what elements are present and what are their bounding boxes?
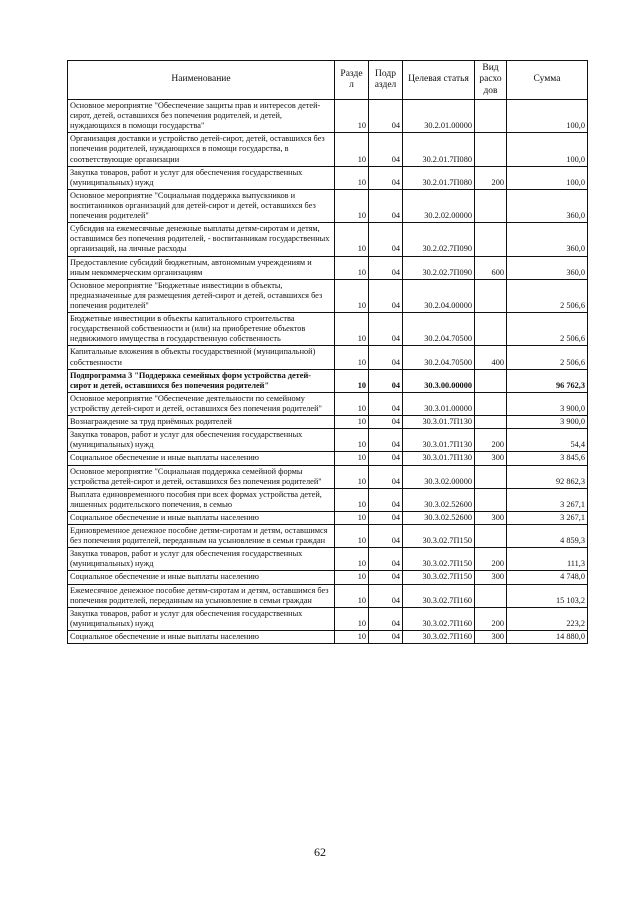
- row-target-cell: 30.3.02.52600: [403, 488, 475, 511]
- row-kind-cell: [475, 416, 507, 429]
- row-razdel-cell: 10: [335, 279, 369, 312]
- header-target: Целевая статья: [403, 61, 475, 100]
- row-razdel-cell: 10: [335, 416, 369, 429]
- row-kind-cell: [475, 313, 507, 346]
- row-kind-cell: 400: [475, 346, 507, 369]
- row-sum-cell: 3 845,6: [507, 452, 588, 465]
- row-sum-cell: 2 506,6: [507, 313, 588, 346]
- row-kind-cell: [475, 189, 507, 222]
- row-razdel-cell: 10: [335, 607, 369, 630]
- row-podrazdel-cell: 04: [369, 256, 403, 279]
- document-page: [67, 60, 587, 644]
- row-name-cell: Организация доставки и устройство детей-сирот, детей, оставшихся без попечения родителей, нуждающихся в помощи государства, в соответствующие организации: [68, 133, 335, 166]
- row-razdel-cell: 10: [335, 256, 369, 279]
- row-podrazdel-cell: 04: [369, 525, 403, 548]
- row-podrazdel-cell: 04: [369, 465, 403, 488]
- table-row: [68, 607, 588, 630]
- row-podrazdel-cell: 04: [369, 392, 403, 415]
- row-target-cell: 30.3.01.7П130: [403, 429, 475, 452]
- row-sum-cell: 3 900,0: [507, 392, 588, 415]
- row-name-cell: Основное мероприятие "Обеспечение защиты прав и интересов детей-сирот, детей, оставшихся без попечения родителей, и детей, нуждающихся в помощи государства": [68, 100, 335, 133]
- row-target-cell: 30.3.01.7П130: [403, 416, 475, 429]
- row-target-cell: 30.3.02.7П160: [403, 607, 475, 630]
- row-razdel-cell: 10: [335, 511, 369, 524]
- table-body: [68, 100, 588, 644]
- row-razdel-cell: 10: [335, 392, 369, 415]
- row-sum-cell: 3 900,0: [507, 416, 588, 429]
- row-target-cell: 30.3.02.7П160: [403, 584, 475, 607]
- row-target-cell: 30.2.02.00000: [403, 189, 475, 222]
- row-target-cell: 30.2.02.7П090: [403, 256, 475, 279]
- row-name-cell: Социальное обеспечение и иные выплаты населению: [68, 452, 335, 465]
- row-target-cell: 30.3.01.00000: [403, 392, 475, 415]
- row-sum-cell: 96 762,3: [507, 369, 588, 392]
- row-razdel-cell: 10: [335, 313, 369, 346]
- row-podrazdel-cell: 04: [369, 313, 403, 346]
- row-sum-cell: 14 880,0: [507, 631, 588, 644]
- row-kind-cell: [475, 488, 507, 511]
- row-razdel-cell: 10: [335, 346, 369, 369]
- row-razdel-cell: 10: [335, 369, 369, 392]
- table-row: [68, 488, 588, 511]
- header-razdel: Разде л: [335, 61, 369, 100]
- row-podrazdel-cell: 04: [369, 511, 403, 524]
- row-name-cell: Основное мероприятие "Обеспечение деятельности по семейному устройству детей-сирот и детей, оставшихся без попечения родителей": [68, 392, 335, 415]
- row-razdel-cell: 10: [335, 548, 369, 571]
- table-row: [68, 100, 588, 133]
- row-razdel-cell: 10: [335, 465, 369, 488]
- row-kind-cell: [475, 584, 507, 607]
- row-target-cell: 30.3.02.7П160: [403, 631, 475, 644]
- row-podrazdel-cell: 04: [369, 223, 403, 256]
- table-row: [68, 548, 588, 571]
- table-row: [68, 429, 588, 452]
- row-name-cell: Социальное обеспечение и иные выплаты населению: [68, 631, 335, 644]
- row-razdel-cell: 10: [335, 133, 369, 166]
- row-podrazdel-cell: 04: [369, 100, 403, 133]
- row-razdel-cell: 10: [335, 488, 369, 511]
- row-sum-cell: 100,0: [507, 100, 588, 133]
- header-podrazdel: Подр аздел: [369, 61, 403, 100]
- row-podrazdel-cell: 04: [369, 416, 403, 429]
- row-razdel-cell: 10: [335, 166, 369, 189]
- row-name-cell: Бюджетные инвестиции в объекты капитального строительства государственной собственности и (или) на приобретение объектов недвижимого имущества в государственную собственность: [68, 313, 335, 346]
- table-header-row: [68, 61, 588, 100]
- row-razdel-cell: 10: [335, 429, 369, 452]
- row-name-cell: Основное мероприятие "Бюджетные инвестиции в объекты, предназначенные для размещения детей-сирот и детей, оставшихся без попечения родителей": [68, 279, 335, 312]
- table-row: [68, 133, 588, 166]
- table-row: [68, 313, 588, 346]
- row-kind-cell: [475, 392, 507, 415]
- row-kind-cell: 300: [475, 511, 507, 524]
- row-sum-cell: 111,3: [507, 548, 588, 571]
- table-row: [68, 584, 588, 607]
- row-kind-cell: 200: [475, 166, 507, 189]
- row-name-cell: Единовременное денежное пособие детям-сиротам и детям, оставшимся без попечения родителей, переданным на усыновление в семьи граждан: [68, 525, 335, 548]
- row-target-cell: 30.2.04.70500: [403, 346, 475, 369]
- row-razdel-cell: 10: [335, 452, 369, 465]
- table-row: [68, 571, 588, 584]
- row-target-cell: 30.3.02.7П150: [403, 571, 475, 584]
- table-row: [68, 166, 588, 189]
- row-target-cell: 30.2.04.70500: [403, 313, 475, 346]
- row-kind-cell: 300: [475, 571, 507, 584]
- row-sum-cell: 360,0: [507, 256, 588, 279]
- row-kind-cell: [475, 100, 507, 133]
- row-sum-cell: 4 859,3: [507, 525, 588, 548]
- table-row: [68, 452, 588, 465]
- row-razdel-cell: 10: [335, 223, 369, 256]
- row-podrazdel-cell: 04: [369, 548, 403, 571]
- table-row: [68, 511, 588, 524]
- row-razdel-cell: 10: [335, 631, 369, 644]
- row-sum-cell: 4 748,0: [507, 571, 588, 584]
- row-podrazdel-cell: 04: [369, 369, 403, 392]
- row-podrazdel-cell: 04: [369, 488, 403, 511]
- row-name-cell: Основное мероприятие "Социальная поддержка выпускников и воспитанников организаций для детей-сирот и детей, оставшихся без попечения родителей": [68, 189, 335, 222]
- row-sum-cell: 3 267,1: [507, 511, 588, 524]
- budget-table: [67, 60, 588, 644]
- row-podrazdel-cell: 04: [369, 429, 403, 452]
- row-kind-cell: 300: [475, 631, 507, 644]
- row-name-cell: Закупка товаров, работ и услуг для обеспечения государственных (муниципальных) нужд: [68, 607, 335, 630]
- row-target-cell: 30.2.04.00000: [403, 279, 475, 312]
- row-razdel-cell: 10: [335, 525, 369, 548]
- row-target-cell: 30.3.01.7П130: [403, 452, 475, 465]
- row-podrazdel-cell: 04: [369, 346, 403, 369]
- row-kind-cell: 600: [475, 256, 507, 279]
- row-sum-cell: 92 862,3: [507, 465, 588, 488]
- header-name: Наименование: [68, 61, 335, 100]
- row-name-cell: Ежемесячное денежное пособие детям-сиротам и детям, оставшимся без попечения родителей, переданным на усыновление в семьи граждан: [68, 584, 335, 607]
- row-target-cell: 30.2.01.7П080: [403, 133, 475, 166]
- page-number: 62: [314, 845, 326, 859]
- row-razdel-cell: 10: [335, 189, 369, 222]
- row-podrazdel-cell: 04: [369, 584, 403, 607]
- row-razdel-cell: 10: [335, 571, 369, 584]
- table-row: [68, 369, 588, 392]
- row-target-cell: 30.2.01.00000: [403, 100, 475, 133]
- row-name-cell: Закупка товаров, работ и услуг для обеспечения государственных (муниципальных) нужд: [68, 548, 335, 571]
- row-kind-cell: [475, 465, 507, 488]
- row-podrazdel-cell: 04: [369, 571, 403, 584]
- row-kind-cell: 200: [475, 607, 507, 630]
- row-target-cell: 30.3.02.7П150: [403, 548, 475, 571]
- row-podrazdel-cell: 04: [369, 452, 403, 465]
- row-kind-cell: 200: [475, 429, 507, 452]
- row-podrazdel-cell: 04: [369, 189, 403, 222]
- row-podrazdel-cell: 04: [369, 607, 403, 630]
- row-podrazdel-cell: 04: [369, 166, 403, 189]
- row-target-cell: 30.2.01.7П080: [403, 166, 475, 189]
- row-name-cell: Основное мероприятие "Социальная поддержка семейной формы устройства детей-сирот и детей, оставшихся без попечения родителей": [68, 465, 335, 488]
- row-name-cell: Социальное обеспечение и иные выплаты населению: [68, 511, 335, 524]
- row-sum-cell: 54,4: [507, 429, 588, 452]
- row-target-cell: 30.2.02.7П090: [403, 223, 475, 256]
- row-sum-cell: 15 103,2: [507, 584, 588, 607]
- row-target-cell: 30.3.00.00000: [403, 369, 475, 392]
- row-sum-cell: 360,0: [507, 189, 588, 222]
- header-kind: Вид расхо дов: [475, 61, 507, 100]
- table-row: [68, 189, 588, 222]
- row-kind-cell: [475, 223, 507, 256]
- row-name-cell: Социальное обеспечение и иные выплаты населению: [68, 571, 335, 584]
- row-sum-cell: 100,0: [507, 133, 588, 166]
- table-row: [68, 346, 588, 369]
- row-name-cell: Субсидия на ежемесячные денежные выплаты детям-сиротам и детям, оставшимся без попечения родителей, - воспитанникам государственных организаций, на личные расходы: [68, 223, 335, 256]
- table-row: [68, 256, 588, 279]
- row-sum-cell: 223,2: [507, 607, 588, 630]
- table-row: [68, 525, 588, 548]
- row-podrazdel-cell: 04: [369, 631, 403, 644]
- row-kind-cell: [475, 369, 507, 392]
- row-sum-cell: 360,0: [507, 223, 588, 256]
- row-podrazdel-cell: 04: [369, 133, 403, 166]
- row-target-cell: 30.3.02.00000: [403, 465, 475, 488]
- row-name-cell: Вознаграждение за труд приёмных родителей: [68, 416, 335, 429]
- table-row: [68, 392, 588, 415]
- row-kind-cell: [475, 133, 507, 166]
- row-razdel-cell: 10: [335, 584, 369, 607]
- row-kind-cell: 300: [475, 452, 507, 465]
- row-podrazdel-cell: 04: [369, 279, 403, 312]
- table-row: [68, 279, 588, 312]
- row-name-cell: Закупка товаров, работ и услуг для обеспечения государственных (муниципальных) нужд: [68, 429, 335, 452]
- row-kind-cell: [475, 525, 507, 548]
- row-sum-cell: 2 506,6: [507, 279, 588, 312]
- row-name-cell: Предоставление субсидий бюджетным, автономным учреждениям и иным некоммерческим организациям: [68, 256, 335, 279]
- row-name-cell: Подпрограмма 3 "Поддержка семейных форм устройства детей-сирот и детей, оставшихся без попечения родителей": [68, 369, 335, 392]
- row-name-cell: Капитальные вложения в объекты государственной (муниципальной) собственности: [68, 346, 335, 369]
- table-row: [68, 631, 588, 644]
- row-sum-cell: 2 506,6: [507, 346, 588, 369]
- row-target-cell: 30.3.02.52600: [403, 511, 475, 524]
- table-row: [68, 465, 588, 488]
- row-kind-cell: 200: [475, 548, 507, 571]
- table-row: [68, 416, 588, 429]
- row-name-cell: Закупка товаров, работ и услуг для обеспечения государственных (муниципальных) нужд: [68, 166, 335, 189]
- row-target-cell: 30.3.02.7П150: [403, 525, 475, 548]
- table-row: [68, 223, 588, 256]
- row-kind-cell: [475, 279, 507, 312]
- row-sum-cell: 3 267,1: [507, 488, 588, 511]
- row-name-cell: Выплата единовременного пособия при всех формах устройства детей, лишенных родительского попечения, в семью: [68, 488, 335, 511]
- row-razdel-cell: 10: [335, 100, 369, 133]
- header-sum: Сумма: [507, 61, 588, 100]
- row-sum-cell: 100,0: [507, 166, 588, 189]
